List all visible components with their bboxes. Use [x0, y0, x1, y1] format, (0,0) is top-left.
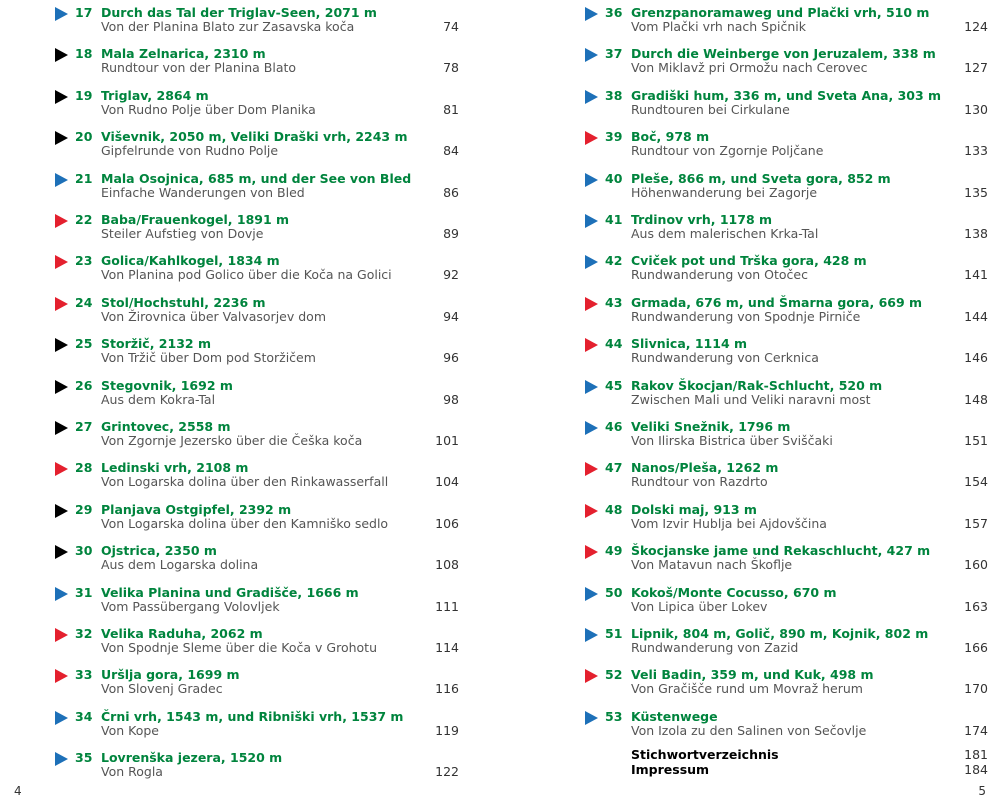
- toc-entry-title: Trdinov vrh, 1178 m: [631, 212, 773, 227]
- triangle-red-icon: [55, 255, 68, 269]
- toc-entry-subtitle: Von Gračišče rund um Movraž herum: [631, 681, 863, 697]
- toc-entry-page: 141: [964, 267, 988, 283]
- toc-entry-page: 135: [964, 184, 988, 200]
- toc-entry-subtitle: Von Tržič über Dom pod Storžičem: [101, 350, 316, 366]
- toc-entry-subtitle: Aus dem malerischen Krka-Tal: [631, 226, 819, 241]
- toc-entry-subtitle: Von Miklavž pri Ormožu nach Cerovec: [631, 60, 868, 76]
- toc-entry-title: Kokoš/Monte Cocusso, 670 m: [631, 584, 837, 600]
- toc-entry-subtitle: Rundwanderung von Otočec: [631, 267, 808, 283]
- toc-entry-number: 50: [605, 584, 623, 600]
- toc-entry-title: Storžič, 2132 m: [101, 336, 211, 352]
- toc-entry-title: Grenzpanoramaweg und Plački vrh, 510 m: [631, 5, 930, 20]
- toc-entry[interactable]: [585, 294, 988, 334]
- toc-entry[interactable]: [55, 4, 459, 44]
- toc-entry-title: Veli Badin, 359 m, und Kuk, 498 m: [631, 667, 874, 683]
- toc-entry-subtitle: Von Žirovnica über Valvasorjev dom: [101, 308, 326, 324]
- triangle-blue-icon: [55, 587, 68, 601]
- toc-entry-number: 28: [75, 460, 93, 476]
- toc-entry-title: Pleše, 866 m, und Sveta gora, 852 m: [631, 170, 891, 186]
- toc-entry-title: Ledinski vrh, 2108 m: [101, 460, 249, 476]
- toc-entry-subtitle: Von Logarska dolina über den Rinkawasserfall: [101, 474, 389, 490]
- toc-entry-title: Stegovnik, 1692 m: [101, 377, 233, 393]
- toc-entry[interactable]: [55, 584, 459, 624]
- toc-entry-number: 20: [75, 129, 93, 145]
- toc-entry[interactable]: [55, 377, 459, 417]
- toc-entry-page: 133: [964, 143, 988, 159]
- toc-entry-subtitle: Von Lipica über Lokev: [631, 598, 768, 614]
- toc-entry-subtitle: Gipfelrunde von Rudno Polje: [101, 143, 279, 159]
- triangle-red-icon: [55, 462, 68, 476]
- back-matter-title[interactable]: Impressum: [631, 762, 710, 777]
- toc-entry-title: Lovrenška jezera, 1520 m: [101, 750, 283, 766]
- toc-entry-page: 84: [443, 143, 459, 159]
- toc-entry-title: Gradiški hum, 336 m, und Sveta Ana, 303 m: [631, 87, 942, 103]
- toc-entry-page: 116: [435, 681, 459, 697]
- triangle-blue-icon: [585, 7, 598, 21]
- toc-entry-page: 144: [964, 308, 988, 324]
- toc-entry-page: 111: [435, 598, 459, 614]
- toc-entry[interactable]: [55, 459, 459, 499]
- triangle-blue-icon: [585, 587, 598, 601]
- toc-entry-number: 45: [605, 377, 623, 393]
- toc-entry-number: 30: [75, 543, 93, 559]
- toc-entry[interactable]: [55, 252, 459, 292]
- toc-entry-title: Nanos/Pleša, 1262 m: [631, 460, 779, 476]
- triangle-red-icon: [585, 338, 598, 352]
- toc-entry-title: Mala Zelnarica, 2310 m: [101, 46, 266, 62]
- back-matter-page: 184: [964, 762, 988, 777]
- toc-entry-page: 148: [964, 391, 988, 407]
- toc-entry[interactable]: [585, 377, 988, 417]
- toc-entry-number: 29: [75, 501, 93, 517]
- back-matter-title[interactable]: Stichwortverzeichnis: [631, 747, 779, 762]
- toc-entry-subtitle: Rundtour von Razdrto: [631, 474, 768, 490]
- toc-entry-subtitle: Von Kope: [101, 722, 159, 738]
- toc-entry-subtitle: Zwischen Mali und Veliki naravni most: [631, 391, 871, 407]
- toc-entry-title: Küstenwege: [631, 708, 718, 724]
- toc-entry[interactable]: [585, 584, 988, 624]
- toc-entry-title: Slivnica, 1114 m: [631, 336, 748, 352]
- toc-entry-page: 108: [435, 557, 459, 573]
- triangle-blue-icon: [55, 752, 68, 766]
- triangle-blue-icon: [585, 711, 598, 725]
- toc-entry-page: 163: [964, 598, 988, 614]
- toc-entry[interactable]: [55, 294, 459, 334]
- toc-entry-title: Golica/Kahlkogel, 1834 m: [101, 253, 280, 269]
- toc-entry-number: 39: [605, 129, 623, 145]
- toc-entry-page: 166: [964, 640, 988, 655]
- toc-entry-page: 124: [964, 19, 988, 34]
- toc-entry-number: 17: [75, 5, 93, 20]
- toc-entry-number: 23: [75, 253, 93, 269]
- toc-entry-title: Lipnik, 804 m, Golič, 890 m, Kojnik, 802 m: [631, 626, 929, 641]
- toc-entry-number: 52: [605, 667, 623, 683]
- toc-entry-number: 21: [75, 170, 93, 186]
- toc-entry[interactable]: [585, 542, 988, 582]
- toc-entry-page: 174: [964, 722, 988, 738]
- toc-entry-title: Ojstrica, 2350 m: [101, 543, 217, 559]
- toc-entry-number: 26: [75, 377, 93, 393]
- toc-entry[interactable]: [55, 45, 459, 85]
- toc-entry-page: 78: [443, 60, 459, 76]
- toc-entry[interactable]: [585, 459, 988, 499]
- toc-entry-page: 92: [443, 267, 459, 283]
- toc-entry-title: Rakov Škocjan/Rak-Schlucht, 520 m: [631, 377, 883, 393]
- toc-entry[interactable]: [585, 4, 988, 44]
- toc-entry-number: 49: [605, 543, 623, 559]
- triangle-blue-icon: [585, 380, 598, 394]
- toc-entry-page: 122: [435, 764, 459, 780]
- toc-entry[interactable]: [55, 542, 459, 582]
- toc-entry-number: 25: [75, 336, 93, 352]
- triangle-blue-icon: [55, 7, 68, 21]
- toc-entry-page: 130: [964, 101, 988, 117]
- toc-entry-page: 98: [443, 391, 459, 407]
- toc-entry-number: 22: [75, 212, 93, 227]
- toc-entry-number: 34: [75, 708, 93, 724]
- toc-entry-subtitle: Von Ilirska Bistrica über Sviščaki: [631, 433, 833, 448]
- toc-entry-subtitle: Steiler Aufstieg von Dovje: [101, 226, 264, 241]
- toc-entry-page: 94: [443, 308, 459, 324]
- toc-entry-subtitle: Von Matavun nach Škofljе: [631, 557, 793, 573]
- toc-entry-subtitle: Höhenwanderung bei Zagorje: [631, 184, 818, 200]
- toc-entry-number: 36: [605, 5, 623, 20]
- toc-entry-page: 89: [443, 226, 459, 241]
- toc-entry[interactable]: [585, 45, 988, 85]
- page-number-left: 4: [14, 784, 22, 798]
- triangle-black-icon: [55, 504, 68, 518]
- toc-entry-number: 46: [605, 419, 623, 434]
- toc-entry-page: 157: [964, 515, 988, 531]
- toc-entry[interactable]: [55, 708, 459, 748]
- triangle-red-icon: [585, 131, 598, 145]
- toc-entry[interactable]: [55, 211, 459, 251]
- toc-entry-number: 40: [605, 170, 623, 186]
- toc-entry-page: 154: [964, 474, 988, 490]
- triangle-black-icon: [55, 131, 68, 145]
- toc-entry-title: Stol/Hochstuhl, 2236 m: [101, 294, 266, 310]
- toc-entry-title: Grmada, 676 m, und Šmarna gora, 669 m: [631, 294, 923, 310]
- triangle-red-icon: [55, 669, 68, 683]
- triangle-blue-icon: [585, 214, 598, 228]
- toc-entry-subtitle: Rundwanderung von Cerknica: [631, 350, 819, 366]
- toc-entry-subtitle: Einfache Wanderungen von Bled: [101, 184, 305, 200]
- toc-entry[interactable]: [585, 625, 988, 665]
- toc-entry-page: 101: [435, 433, 459, 448]
- toc-entry[interactable]: [55, 625, 459, 665]
- toc-entry-page: 81: [443, 101, 459, 117]
- toc-entry-title: Durch die Weinberge von Jeruzalem, 338 m: [631, 46, 936, 62]
- toc-entry-page: 96: [443, 350, 459, 366]
- toc-entry-number: 51: [605, 626, 623, 641]
- triangle-black-icon: [55, 90, 68, 104]
- toc-entry-subtitle: Von Zgornje Jezersko über die Češka koča: [101, 433, 363, 448]
- toc-entry[interactable]: [585, 708, 988, 748]
- toc-entry-title: Uršlja gora, 1699 m: [101, 667, 240, 683]
- toc-entry[interactable]: [585, 418, 988, 458]
- toc-entry-number: 18: [75, 46, 93, 62]
- triangle-black-icon: [55, 48, 68, 62]
- toc-entry-number: 53: [605, 708, 623, 724]
- toc-entry-subtitle: Vom Passübergang Volovljek: [101, 598, 280, 614]
- toc-entry[interactable]: [585, 170, 988, 210]
- triangle-blue-icon: [585, 90, 598, 104]
- toc-entry-title: Boč, 978 m: [631, 129, 710, 145]
- triangle-blue-icon: [585, 421, 598, 435]
- toc-entry-title: Grintovec, 2558 m: [101, 419, 231, 434]
- toc-entry[interactable]: [55, 666, 459, 706]
- toc-entry[interactable]: [55, 749, 459, 789]
- toc-entry-subtitle: Von Izola zu den Salinen von Sečovlje: [631, 722, 867, 738]
- toc-entry-title: Durch das Tal der Triglav-Seen, 2071 m: [101, 5, 377, 20]
- toc-entry-subtitle: Von der Planina Blato zur Zasavska koča: [101, 19, 355, 34]
- triangle-red-icon: [55, 214, 68, 228]
- toc-entry-page: 74: [443, 19, 459, 34]
- toc-entry-subtitle: Aus dem Logarska dolina: [101, 557, 259, 573]
- toc-entry[interactable]: [55, 418, 459, 458]
- triangle-red-icon: [585, 297, 598, 311]
- toc-entry-title: Baba/Frauenkogel, 1891 m: [101, 212, 290, 227]
- toc-entry-title: Velika Raduha, 2062 m: [101, 626, 263, 641]
- triangle-black-icon: [55, 421, 68, 435]
- toc-entry-number: 32: [75, 626, 93, 641]
- toc-entry-page: 114: [435, 640, 459, 655]
- toc-entry-subtitle: Von Logarska dolina über den Kamniško sedlo: [101, 515, 389, 531]
- toc-entry-number: 37: [605, 46, 623, 62]
- toc-entry-subtitle: Von Planina pod Golico über die Koča na Golici: [101, 267, 392, 283]
- toc-entry-subtitle: Rundtouren bei Cirkulane: [631, 101, 790, 117]
- toc-entry-subtitle: Rundtour von Zgornje Poljčane: [631, 143, 824, 159]
- toc-entry-page: 160: [964, 557, 988, 573]
- toc-entry-subtitle: Von Slovenj Gradec: [101, 681, 223, 697]
- toc-entry[interactable]: [585, 128, 988, 168]
- toc-entry[interactable]: [585, 666, 988, 706]
- toc-entry-title: Triglav, 2864 m: [101, 87, 209, 103]
- toc-entry-number: 33: [75, 667, 93, 683]
- toc-entry[interactable]: [55, 501, 459, 541]
- toc-entry-number: 27: [75, 419, 93, 434]
- toc-entry[interactable]: [55, 128, 459, 168]
- toc-entry-number: 43: [605, 294, 623, 310]
- toc-entry[interactable]: [585, 501, 988, 541]
- toc-entry-title: Cviček pot und Trška gora, 428 m: [631, 253, 867, 269]
- toc-entry-number: 31: [75, 584, 93, 600]
- page-number-right: 5: [978, 784, 986, 798]
- triangle-red-icon: [585, 504, 598, 518]
- toc-entry-title: Škocjanske jame und Rekaschlucht, 427 m: [631, 543, 931, 559]
- triangle-red-icon: [585, 462, 598, 476]
- triangle-blue-icon: [585, 48, 598, 62]
- toc-entry-page: 104: [435, 474, 459, 490]
- toc-entry-subtitle: Von Rogla: [101, 764, 163, 780]
- toc-entry[interactable]: [55, 87, 459, 127]
- toc-entry-page: 138: [964, 226, 988, 241]
- toc-entry-page: 119: [435, 722, 459, 738]
- toc-entry-page: 86: [443, 184, 459, 200]
- triangle-black-icon: [55, 545, 68, 559]
- toc-entry-title: Planjava Ostgipfel, 2392 m: [101, 501, 292, 517]
- toc-entry-number: 19: [75, 87, 93, 103]
- triangle-blue-icon: [585, 255, 598, 269]
- toc-entry-subtitle: Rundwanderung von Spodnje Pirniče: [631, 308, 861, 324]
- triangle-red-icon: [55, 297, 68, 311]
- toc-entry-number: 41: [605, 212, 623, 227]
- triangle-blue-icon: [585, 173, 598, 187]
- toc-entry[interactable]: [585, 211, 988, 251]
- toc-entry-number: 47: [605, 460, 623, 476]
- toc-entry-number: 42: [605, 253, 623, 269]
- triangle-red-icon: [585, 669, 598, 683]
- toc-entry[interactable]: [585, 252, 988, 292]
- triangle-blue-icon: [55, 173, 68, 187]
- toc-entry-page: 146: [964, 350, 988, 366]
- toc-entry-title: Viševnik, 2050 m, Veliki Draški vrh, 2243 m: [101, 129, 408, 145]
- toc-entry-title: Mala Osojnica, 685 m, und der See von Bled: [101, 170, 412, 186]
- toc-entry-subtitle: Vom Izvir Hublja bei Ajdovščina: [631, 515, 827, 531]
- toc-entry-number: 44: [605, 336, 623, 352]
- toc-entry-subtitle: Rundwanderung von Zazid: [631, 640, 799, 655]
- toc-entry-subtitle: Von Rudno Polje über Dom Planika: [101, 101, 316, 117]
- toc-entry[interactable]: [585, 335, 988, 375]
- toc-entry-subtitle: Rundtour von der Planina Blato: [101, 60, 297, 76]
- triangle-black-icon: [55, 380, 68, 394]
- toc-entry-subtitle: Vom Plački vrh nach Spičnik: [631, 19, 807, 34]
- toc-entry-subtitle: Von Spodnje Sleme über die Koča v Grohotu: [101, 640, 377, 655]
- toc-entry[interactable]: [55, 170, 459, 210]
- toc-entry-page: 170: [964, 681, 988, 697]
- toc-entry-page: 127: [964, 60, 988, 76]
- toc-entry[interactable]: [585, 87, 988, 127]
- toc-entry-title: Dolski maj, 913 m: [631, 501, 757, 517]
- toc-entry-title: Črni vrh, 1543 m, und Ribniški vrh, 1537 m: [101, 708, 404, 724]
- toc-entry-page: 106: [435, 515, 459, 531]
- toc-entry[interactable]: [55, 335, 459, 375]
- triangle-black-icon: [55, 338, 68, 352]
- toc-entry-title: Veliki Snežnik, 1796 m: [631, 419, 791, 434]
- triangle-blue-icon: [585, 628, 598, 642]
- back-matter-page: 181: [964, 747, 988, 762]
- toc-entry-page: 151: [964, 433, 988, 448]
- toc-entry-number: 48: [605, 501, 623, 517]
- toc-entry-number: 24: [75, 294, 93, 310]
- toc-entry-subtitle: Aus dem Kokra-Tal: [101, 391, 216, 407]
- toc-entry-number: 35: [75, 750, 93, 766]
- triangle-blue-icon: [55, 711, 68, 725]
- triangle-red-icon: [55, 628, 68, 642]
- toc-entry-title: Velika Planina und Gradišče, 1666 m: [101, 584, 359, 600]
- triangle-red-icon: [585, 545, 598, 559]
- toc-entry-number: 38: [605, 87, 623, 103]
